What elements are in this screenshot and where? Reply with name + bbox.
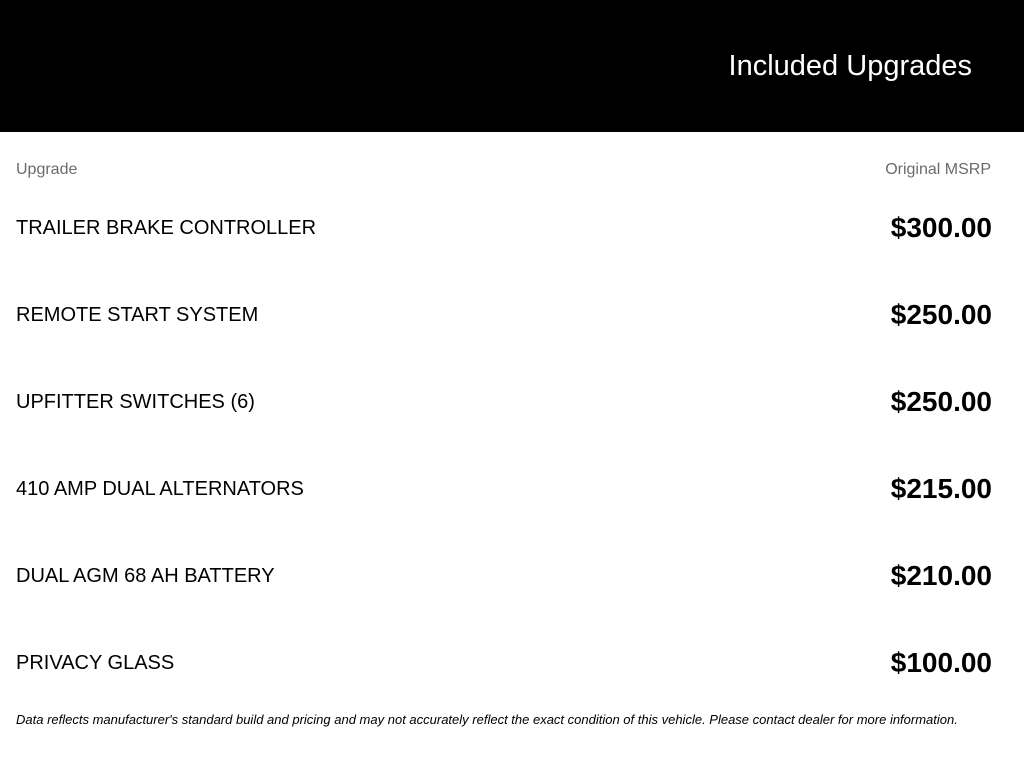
column-header-msrp: Original MSRP: [885, 161, 991, 178]
upgrade-name: DUAL AGM 68 AH BATTERY: [16, 565, 275, 587]
table-row: [0, 382, 1024, 422]
header-bar: [0, 0, 1024, 132]
upgrade-price: $100.00: [890, 647, 992, 678]
table-row: [0, 295, 1024, 335]
upgrade-price: $215.00: [890, 473, 992, 504]
table-row: [0, 643, 1024, 683]
upgrade-name: TRAILER BRAKE CONTROLLER: [16, 217, 317, 239]
table-row: [0, 208, 1024, 248]
upgrade-name: REMOTE START SYSTEM: [16, 304, 259, 326]
table-row: [0, 469, 1024, 509]
column-header-upgrade: Upgrade: [16, 161, 78, 178]
upgrade-name: 410 AMP DUAL ALTERNATORS: [16, 478, 304, 500]
table-row: [0, 556, 1024, 596]
upgrade-price: $210.00: [890, 560, 992, 591]
upgrade-name: PRIVACY GLASS: [16, 652, 175, 674]
upgrade-name: UPFITTER SWITCHES (6): [16, 391, 255, 413]
page-title: Included Upgrades: [728, 50, 972, 82]
disclaimer-text: Data reflects manufacturer's standard build and pricing and may not accurately reflect the exact condition of this vehicle. Please contact dealer for more information.: [16, 712, 958, 727]
upgrade-price: $250.00: [890, 386, 992, 417]
upgrade-price: $250.00: [890, 299, 992, 330]
upgrade-price: $300.00: [890, 212, 992, 243]
